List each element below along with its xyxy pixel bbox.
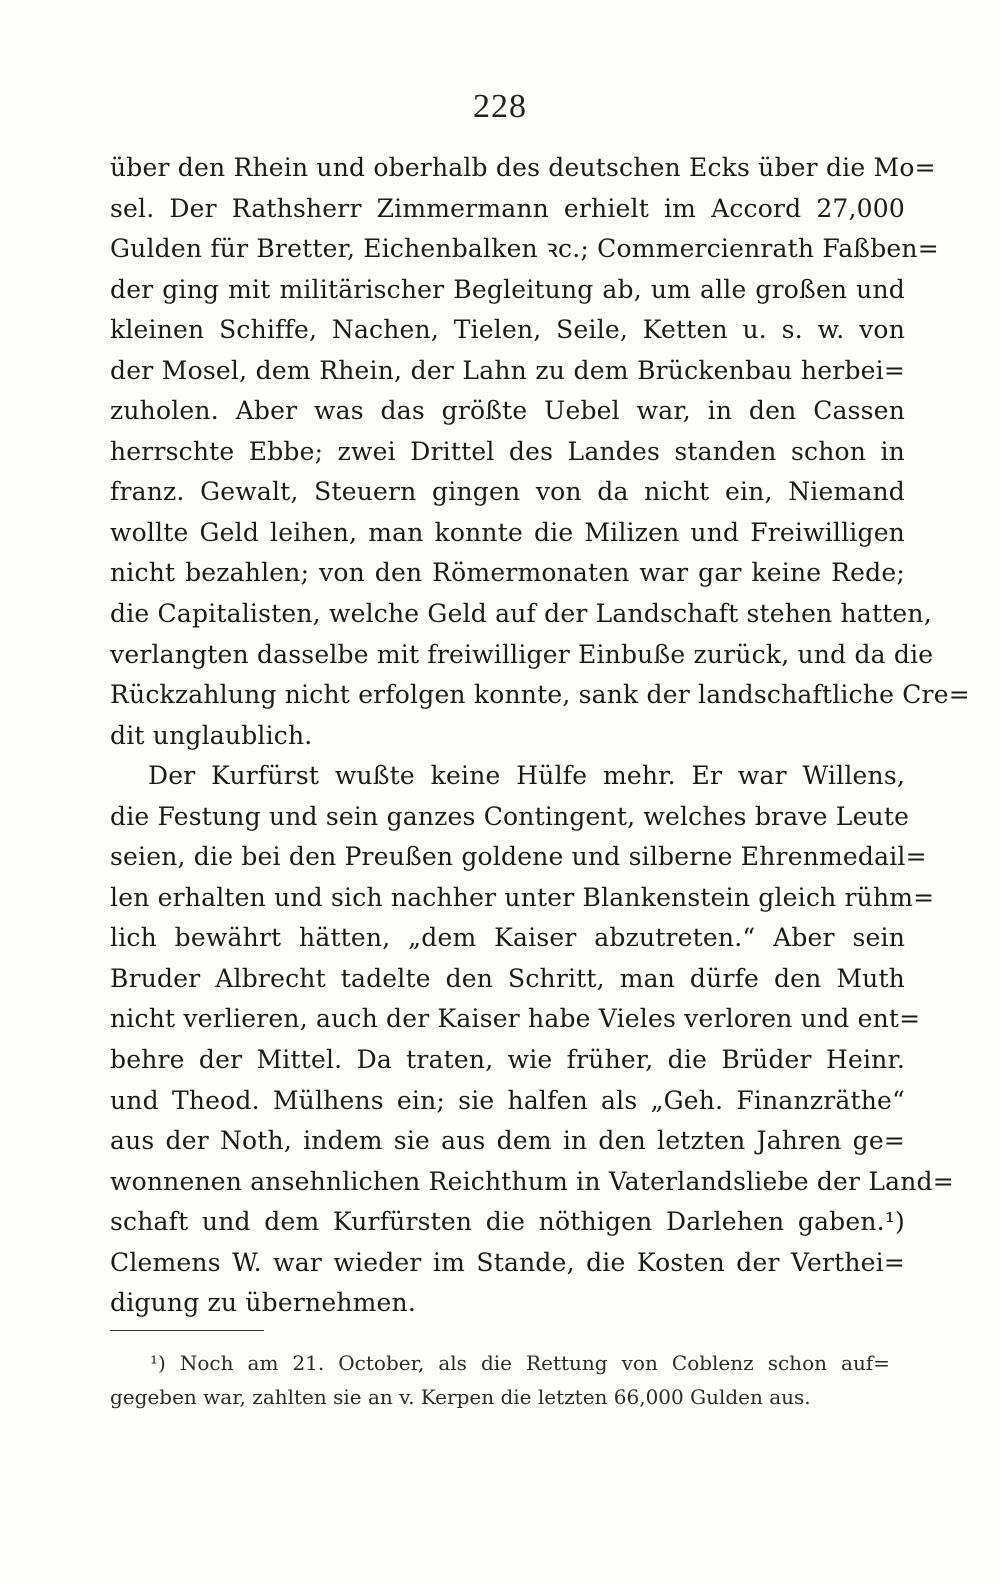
footnote xyxy=(110,1346,890,1414)
text-line: aus der Noth, indem sie aus dem in den letzten Jahren ge= xyxy=(110,1126,905,1156)
text-line: wollte Geld leihen, man konnte die Milizen und Freiwilligen xyxy=(110,517,905,547)
footnote-line: ¹) Noch am 21. October, als die Rettung von Coblenz schon auf= xyxy=(150,1351,890,1375)
text-line: die Festung und sein ganzes Contingent, welches brave Leute xyxy=(110,801,910,831)
text-line: verlangten dasselbe mit freiwilliger Einbuße zurück, und da die xyxy=(110,639,934,669)
text-line: die Capitalisten, welche Geld auf der Landschaft stehen hatten, xyxy=(110,599,932,629)
text-line: dit unglaublich. xyxy=(110,720,313,750)
text-line: franz. Gewalt, Steuern gingen von da nicht ein, Niemand xyxy=(110,477,905,507)
text-line: und Theod. Mülhens ein; sie halfen als „Geh. Finanzräthe“ xyxy=(110,1085,905,1115)
text-line: seien, die bei den Preußen goldene und silberne Ehrenmedail= xyxy=(110,842,927,872)
text-line: der Mosel, dem Rhein, der Lahn zu dem Brückenbau herbei= xyxy=(110,355,905,385)
text-line: nicht verlieren, auch der Kaiser habe Vieles verloren und ent= xyxy=(110,1004,921,1034)
text-line: Der Kurfürst wußte keine Hülfe mehr. Er war Willens, xyxy=(148,761,905,791)
text-line: wonnenen ansehnlichen Reichthum in Vaterlandsliebe der Land= xyxy=(110,1166,954,1196)
text-line: digung zu übernehmen. xyxy=(110,1288,416,1318)
text-line: Rückzahlung nicht erfolgen konnte, sank der landschaftliche Cre= xyxy=(110,680,970,710)
text-line: nicht bezahlen; von den Römermonaten war gar keine Rede; xyxy=(110,558,905,588)
text-line: Clemens W. war wieder im Stande, die Kosten der Verthei= xyxy=(110,1247,905,1277)
text-line: kleinen Schiffe, Nachen, Tielen, Seile, Ketten u. s. w. von xyxy=(110,315,905,345)
text-line: zuholen. Aber was das größte Uebel war, in den Cassen xyxy=(110,396,905,426)
footnote-line: gegeben war, zahlten sie an v. Kerpen die letzten 66,000 Gulden aus. xyxy=(110,1385,811,1409)
text-line: len erhalten und sich nachher unter Blankenstein gleich rühm= xyxy=(110,882,935,912)
body-text xyxy=(110,148,970,1324)
footnote-rule xyxy=(110,1330,264,1331)
text-line: sel. Der Rathsherr Zimmermann erhielt im Accord 27,000 xyxy=(110,193,905,223)
text-line: der ging mit militärischer Begleitung ab, um alle großen und xyxy=(110,274,905,304)
text-line: Gulden für Bretter, Eichenbalken ꝛc.; Commercienrath Faßben= xyxy=(110,234,939,264)
text-line: über den Rhein und oberhalb des deutschen Ecks über die Mo= xyxy=(110,153,936,182)
text-line: lich bewährt hätten, „dem Kaiser abzutreten.“ Aber sein xyxy=(110,923,905,953)
text-line: schaft und dem Kurfürsten die nöthigen Darlehen gaben.¹) xyxy=(110,1207,905,1237)
text-line: behre der Mittel. Da traten, wie früher, die Brüder Heinr. xyxy=(110,1045,905,1075)
text-line: herrschte Ebbe; zwei Drittel des Landes standen schon in xyxy=(110,436,905,466)
text-line: Bruder Albrecht tadelte den Schritt, man dürfe den Muth xyxy=(110,963,905,993)
page-number: 228 xyxy=(473,88,527,125)
